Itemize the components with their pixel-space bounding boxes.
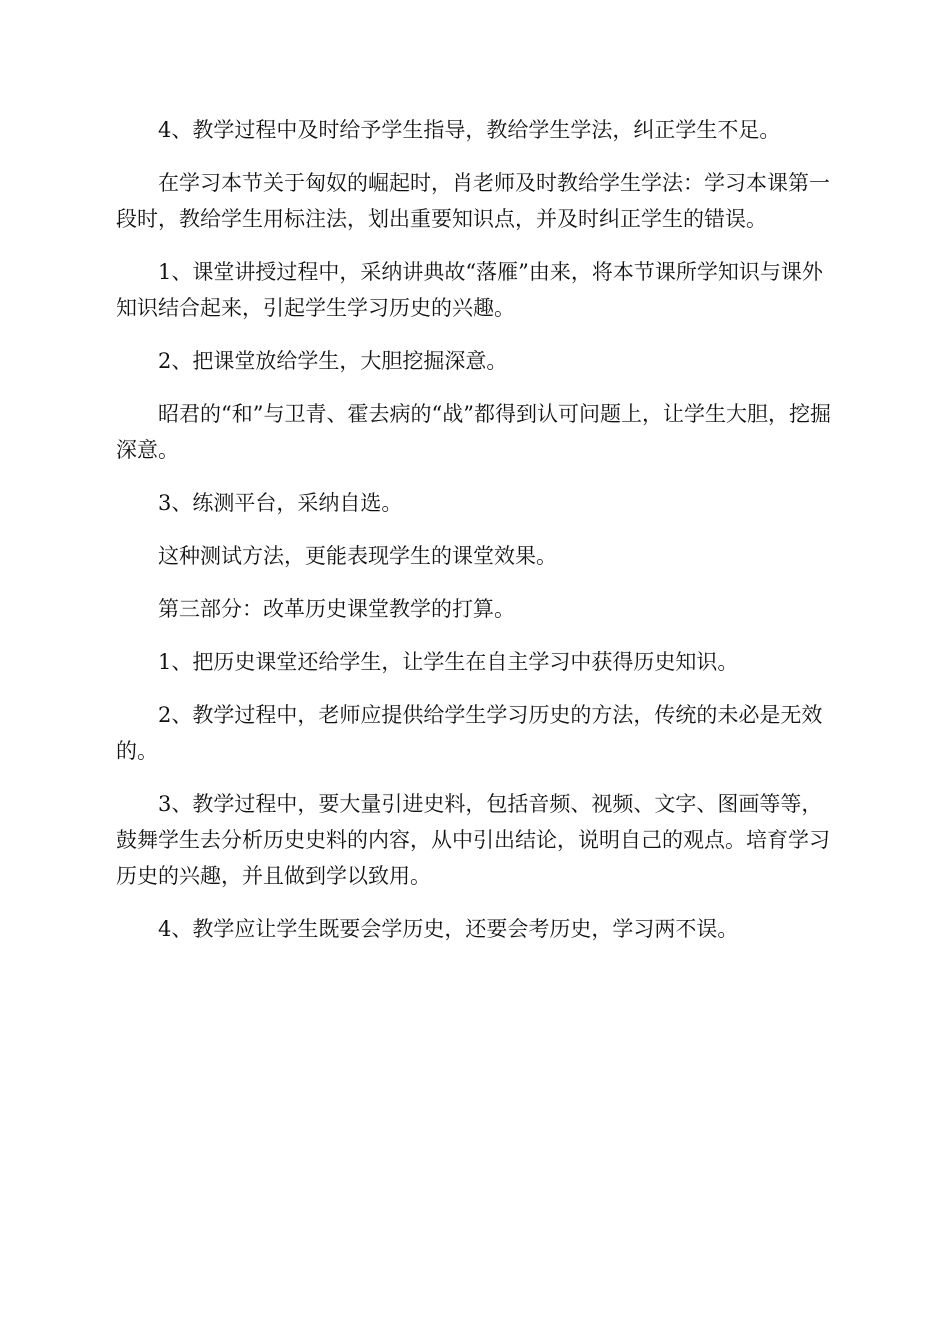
paragraph: 3、练测平台，采纳自选。 [158, 491, 403, 515]
paragraph: 在学习本节关于匈奴的崛起时，肖老师及时教给学生学法：学习本课第一段时，教给学生用标注法，划出重要知识点，并及时纠正学生的错误。 [116, 171, 830, 231]
paragraph: 这种测试方法，更能表现学生的课堂效果。 [158, 544, 557, 568]
paragraph: 3、教学过程中，要大量引进史料，包括音频、视频、文字、图画等等，鼓舞学生去分析历史史料的内容，从中引出结论，说明自己的观点。培育学习历史的兴趣，并且做到学以致用。 [116, 792, 830, 888]
paragraph: 4、教学应让学生既要会学历史，还要会考历史，学习两不误。 [158, 917, 739, 941]
paragraph: 2、教学过程中，老师应提供给学生学习历史的方法，传统的未必是无效的。 [116, 703, 823, 763]
paragraph: 1、课堂讲授过程中，采纳讲典故“落雁”由来，将本节课所学知识与课外知识结合起来，引起学生学习历史的兴趣。 [116, 260, 823, 320]
paragraph: 4、教学过程中及时给予学生指导，教给学生学法，纠正学生不足。 [158, 118, 781, 142]
paragraph: 1、把历史课堂还给学生，让学生在自主学习中获得历史知识。 [158, 650, 739, 674]
document-body [116, 112, 836, 964]
section-heading: 第三部分：改革历史课堂教学的打算。 [158, 597, 515, 621]
paragraph: 昭君的“和”与卫青、霍去病的“战”都得到认可问题上，让学生大胆，挖掘深意。 [116, 402, 831, 462]
paragraph: 2、把课堂放给学生，大胆挖掘深意。 [158, 349, 508, 373]
